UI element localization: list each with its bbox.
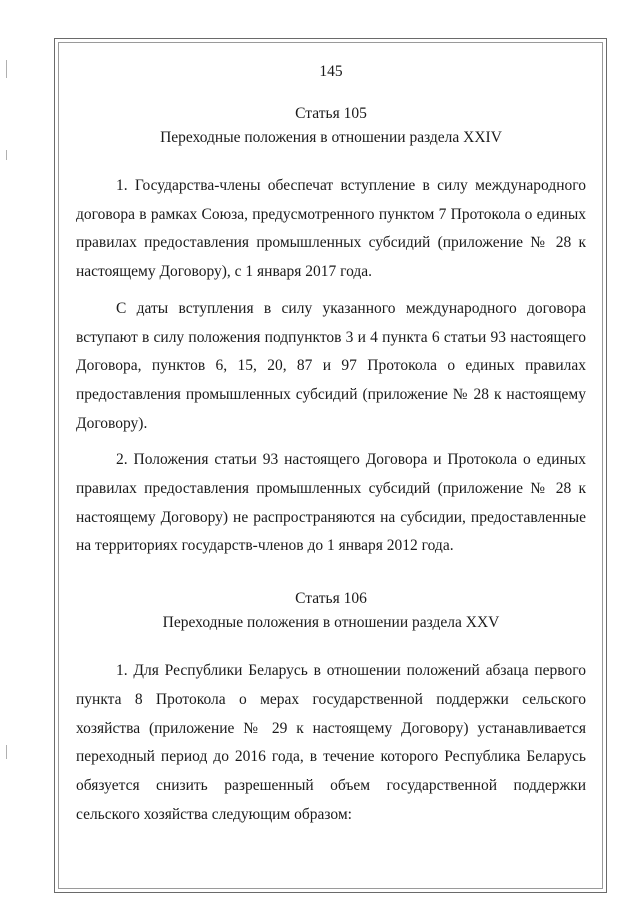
article-separator <box>76 561 586 587</box>
paragraph: 1. Для Республики Беларусь в отношении положений абзаца первого пункта 8 Протокола о мерах государственной поддержки сельского хозяйства (приложение № 29 к настоящему Договору) устанавливается переходный период до 2016 года, в течение которого Республика Беларусь обязуется снизить разрешенный объем государственной поддержки сельского хозяйства следующим образом: <box>76 662 586 823</box>
paragraph: 2. Положения статьи 93 настоящего Договора и Протокола о единых правилах предоставления промышленных субсидий (приложение № 28 к настоящему Договору) не распространяются на субсидии, предоставленные на территориях государств-членов до 1 января 2012 года. <box>76 451 586 555</box>
article-subtitle: Переходные положения в отношении раздела XXIV <box>160 129 502 146</box>
scan-mark <box>6 60 7 78</box>
scan-mark <box>6 745 7 759</box>
article-title: Статья 105 <box>295 105 367 122</box>
paragraph: 1. Государства-члены обеспечат вступление в силу международного договора в рамках Союза, предусмотренного пунктом 7 Протокола о единых правилах предоставления промышленных субсидий (приложение № 28 к настоящему Договору), с 1 января 2017 года. <box>76 177 586 281</box>
scan-mark <box>6 150 7 160</box>
page-number: 145 <box>319 63 343 80</box>
article-105 <box>76 102 586 561</box>
article-title: Статья 106 <box>295 590 367 608</box>
article-106 <box>76 587 586 829</box>
article-subtitle: Переходные положения в отношении раздела XXV <box>162 614 500 632</box>
document-body <box>76 60 586 829</box>
paragraph: С даты вступления в силу указанного международного договора вступают в силу положения подпунктов 3 и 4 пункта 6 статьи 93 настоящего Договора, пунктов 6, 15, 20, 87 и 97 Протокола о единых правилах предоставления промышленных субсидий (приложение № 28 к настоящему Договору). <box>76 299 586 432</box>
